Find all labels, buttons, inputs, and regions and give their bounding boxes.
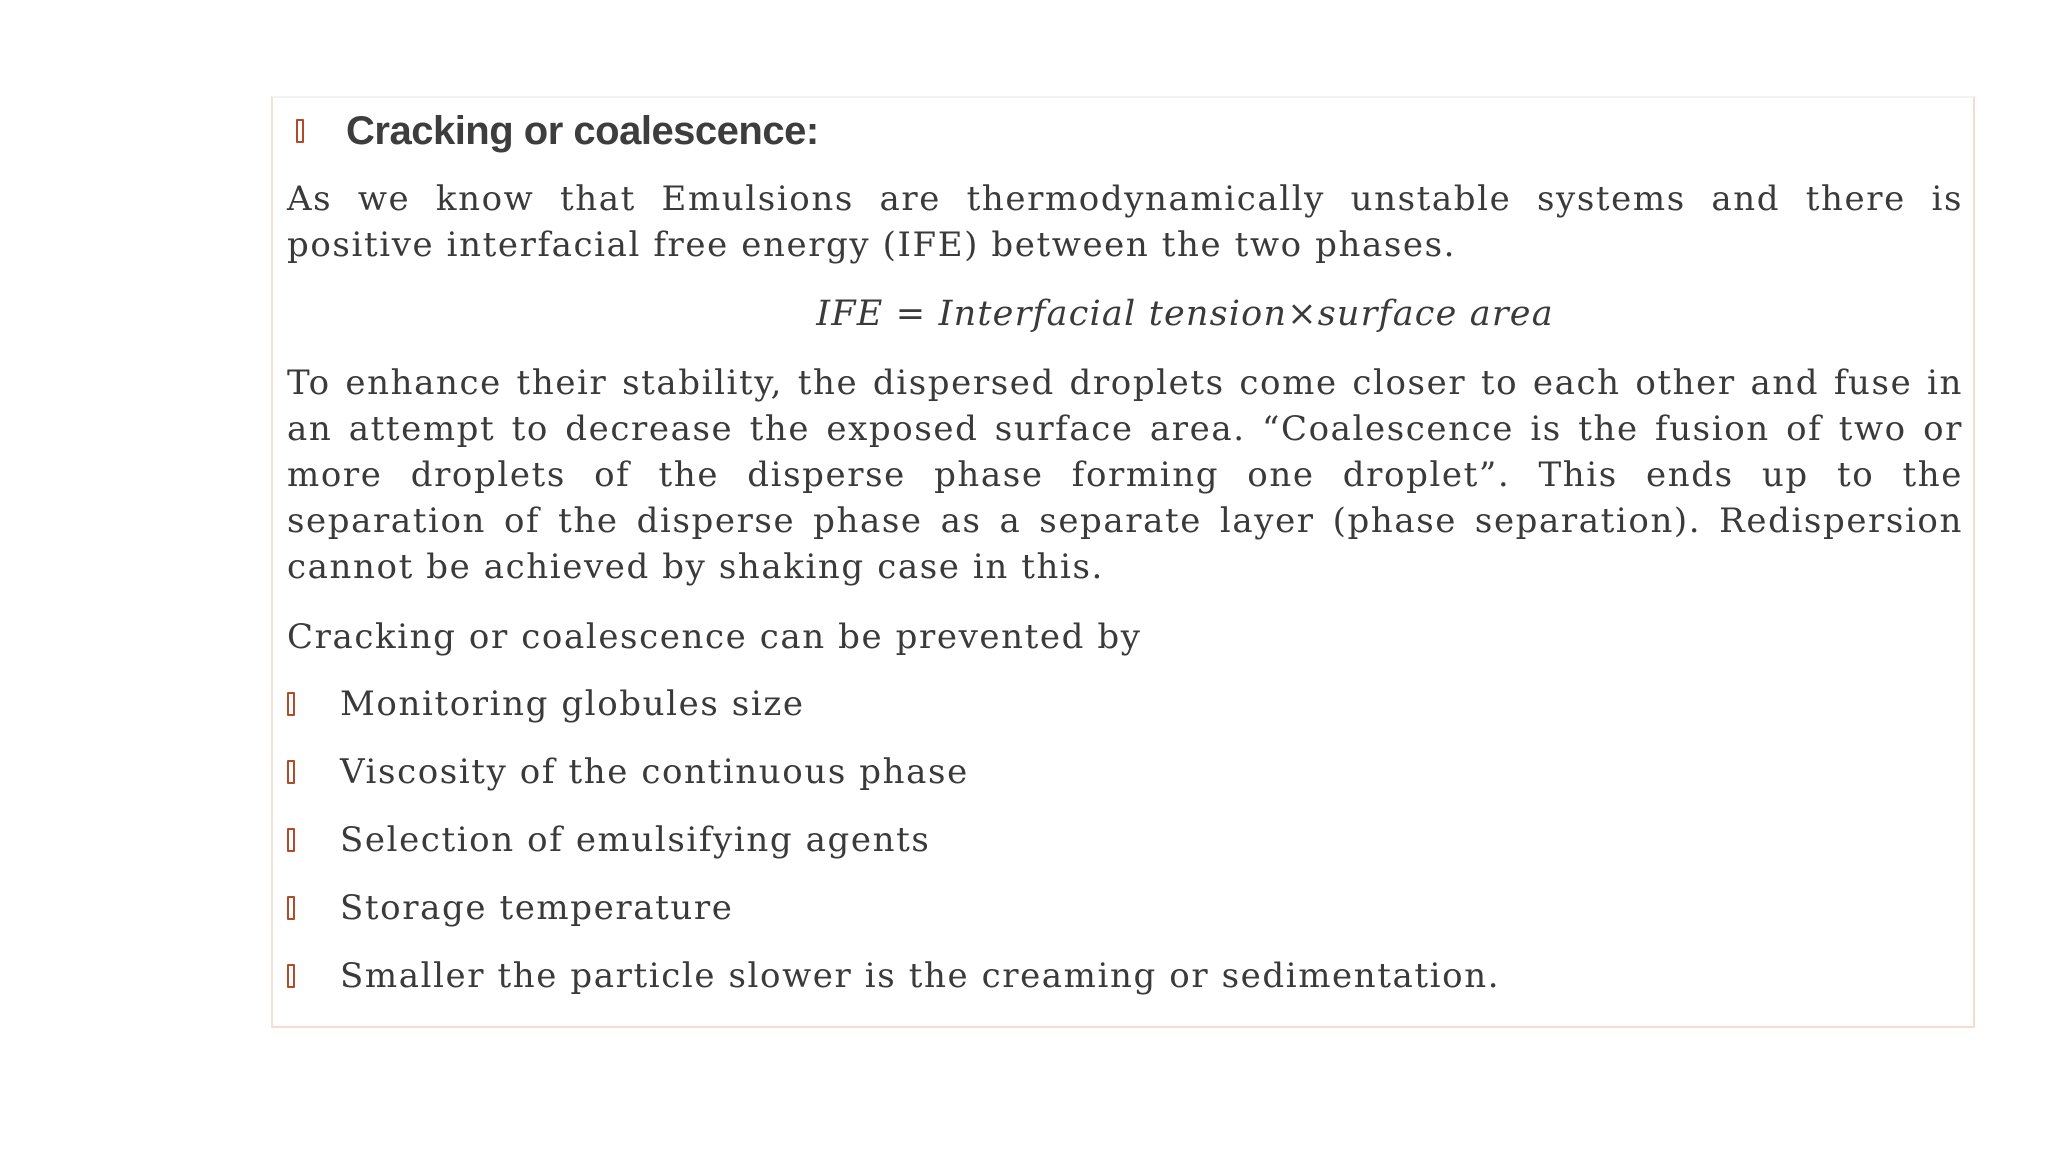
list-item	[287, 680, 1500, 728]
intro-paragraph: As we know that Emulsions are thermodynamically unstable systems and there is positive interfacial free energy (IFE) between the two phases.	[287, 179, 1963, 265]
heading-title: Cracking or coalescence:	[346, 108, 819, 153]
ife-formula: IFE = Interfacial tension×surface area	[816, 294, 1554, 334]
section-heading	[296, 106, 819, 156]
list-item-label: Monitoring globules size	[340, 684, 805, 724]
list-item-label: Storage temperature	[340, 888, 734, 928]
list-item-label: Selection of emulsifying agents	[340, 820, 931, 860]
list-item-label: Viscosity of the continuous phase	[340, 752, 969, 792]
list-item-label: Smaller the particle slower is the creaming or sedimentation.	[340, 956, 1501, 996]
list-item	[287, 816, 1500, 864]
bullet-icon	[287, 760, 295, 784]
prevention-intro: Cracking or coalescence can be prevented by	[287, 617, 1142, 657]
bullet-icon	[287, 692, 295, 716]
bullet-icon	[296, 119, 304, 143]
bullet-icon	[287, 828, 295, 852]
list-item	[287, 748, 1500, 796]
bullet-icon	[287, 964, 295, 988]
bullet-icon	[287, 896, 295, 920]
list-item	[287, 952, 1500, 1000]
coalescence-explanation: To enhance their stability, the dispersed droplets come closer to each other and fuse in an attempt to decrease the exposed surface area. “Coalescence is the fusion of two or more droplets of the disperse phase forming one droplet”. This ends up to the separation of the disperse phase as a separate layer (phase separation). Redispersion cannot be achieved by shaking case in this.	[287, 363, 1963, 587]
list-item	[287, 884, 1500, 932]
prevention-list	[287, 680, 1500, 1020]
